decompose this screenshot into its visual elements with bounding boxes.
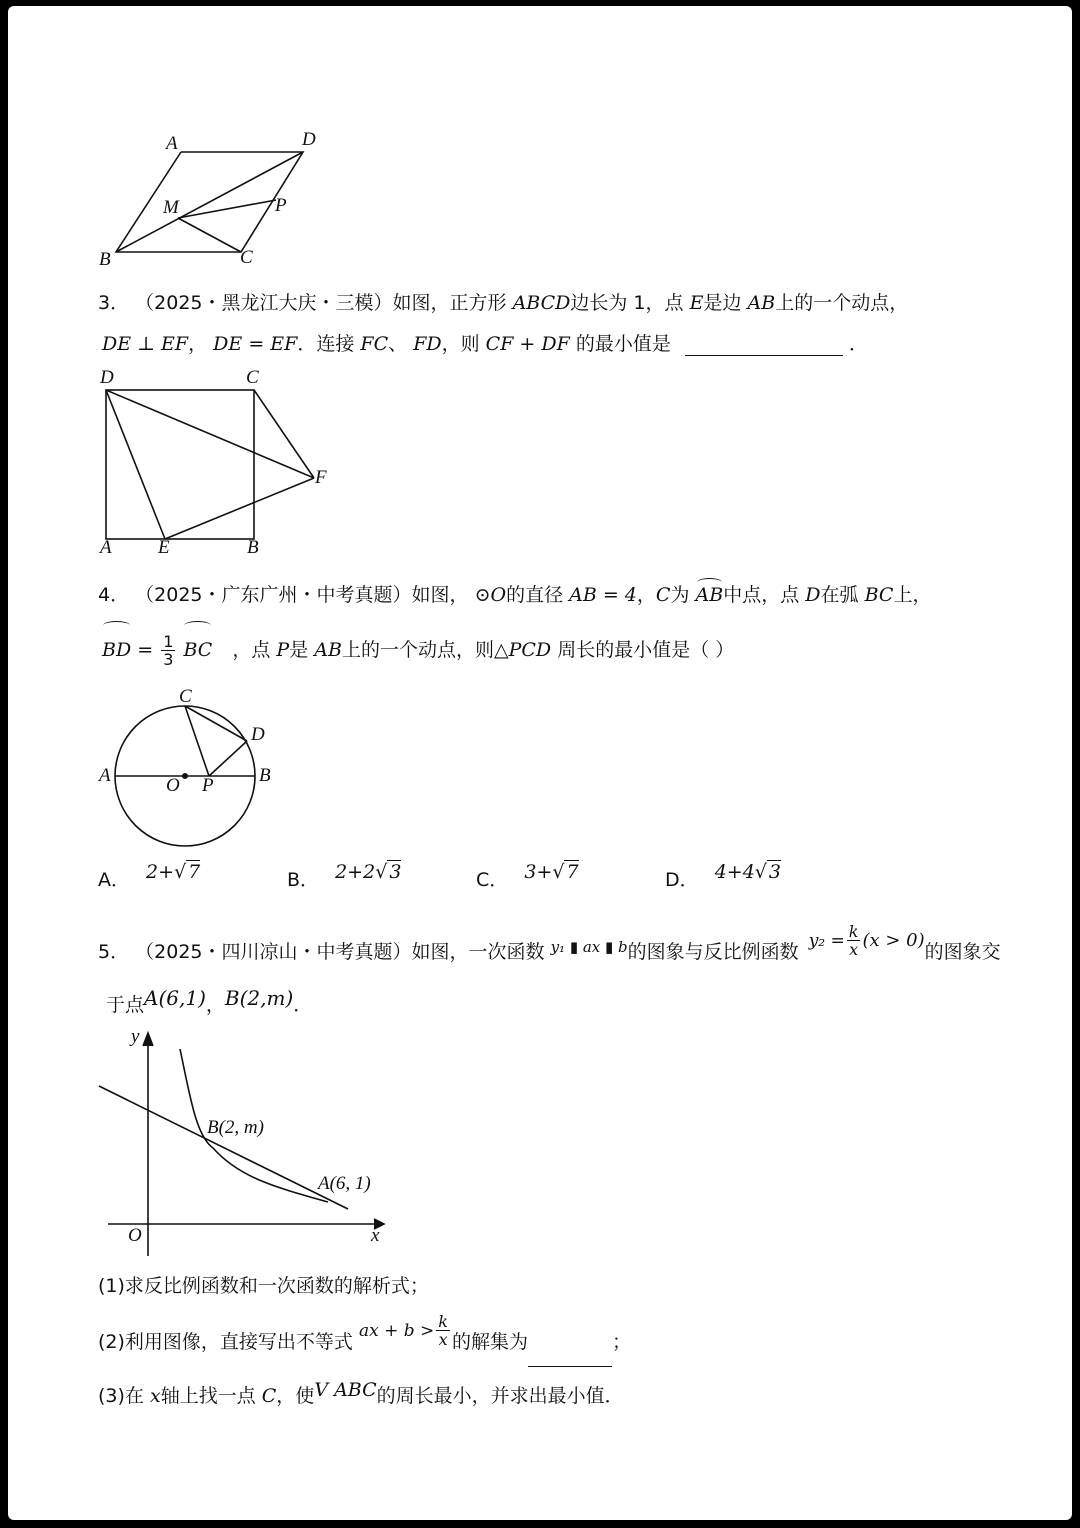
q5-text: 的周长最小，并求出最小值． — [376, 1385, 624, 1407]
q5-math: A(6,1) — [144, 986, 206, 1010]
q4-text: 上的一个动点，则 — [341, 639, 494, 661]
q4-arc-bd: BD — [102, 626, 131, 674]
fig4-label-c: C — [179, 686, 192, 707]
choice-radicand: 3 — [768, 861, 781, 883]
q3-text: 是边 — [703, 292, 742, 314]
fig4-label-o: O — [166, 775, 180, 796]
q4-text: 如图， — [411, 584, 469, 606]
fig4-label-a: A — [99, 765, 111, 786]
q4-text: ，点 — [232, 639, 271, 661]
q5-text: ． — [293, 994, 313, 1016]
choice-coef: 3+ — [524, 861, 553, 883]
q5-math: C — [261, 1385, 277, 1407]
fig2-label-m: M — [163, 197, 179, 218]
choice-radicand: 7 — [188, 861, 201, 883]
q5-text: 如图，一次函数 — [411, 941, 545, 963]
fig2-label-c: C — [240, 247, 253, 268]
fig3-label-a: A — [100, 537, 112, 558]
choice-letter: B． — [287, 869, 320, 891]
choice-value: 4+4√ 3 — [714, 861, 781, 883]
fig3-label-e: E — [158, 537, 170, 558]
q4-arc-bc: BC — [183, 626, 212, 674]
q5-answer-blank[interactable] — [528, 1348, 612, 1367]
choice-value: 2+2√ 3 — [335, 861, 402, 883]
q4-math: D — [805, 584, 821, 606]
q4-line1 — [98, 583, 931, 607]
q4-source: （2025・广东广州・中考真题） — [135, 584, 412, 606]
q5-text: 的图象与反比例函数 — [627, 941, 799, 963]
fig2-label-d: D — [302, 129, 316, 150]
fig5-axis-y: y — [131, 1026, 140, 1047]
q4-math: P — [276, 639, 290, 661]
q4-math: ⊙O — [474, 584, 507, 606]
choice-letter: D． — [665, 869, 699, 891]
q5-text: (3)在 — [98, 1385, 144, 1407]
q3-math: FC — [360, 333, 389, 355]
q5-text: (2)利用图像，直接写出不等式 — [98, 1331, 353, 1353]
fig2-label-p: P — [275, 195, 287, 216]
q3-text: ， — [188, 333, 208, 355]
q4-math: △PCD — [493, 639, 552, 661]
q4-number: 4． — [98, 584, 130, 606]
q5-text: 的解集为 — [451, 1331, 528, 1353]
q4-text: 的直径 — [506, 584, 564, 606]
q4-text: ， — [636, 584, 656, 606]
fraction-numerator: k — [848, 922, 859, 941]
fraction-numerator: 1 — [163, 632, 174, 651]
q5-text: 于点 — [106, 994, 145, 1016]
q5-line1 — [98, 922, 1001, 977]
choice-radicand: 7 — [566, 861, 579, 883]
choice-d[interactable] — [665, 861, 781, 892]
q3-number: 3． — [98, 292, 130, 314]
q5-source: （2025・四川凉山・中考真题） — [135, 941, 412, 963]
q5-math: (x > 0) — [862, 930, 925, 951]
q5-text: ， — [205, 994, 225, 1016]
choice-b[interactable] — [287, 861, 402, 892]
q3-math: DE = EF — [213, 333, 298, 355]
fig5-point-a: A(6, 1) — [318, 1173, 371, 1194]
q3-math: AB — [747, 292, 776, 314]
q4-text: 是 — [289, 639, 309, 661]
q5-number: 5． — [98, 941, 130, 963]
document-page — [8, 6, 1072, 1520]
q4-text: 中点，点 — [723, 584, 800, 606]
q3-text: 上的一个动点， — [775, 292, 909, 314]
q5-math: y₁ ▮ ax ▮ b — [550, 938, 628, 956]
fig2-label-a: A — [166, 133, 178, 154]
choice-a[interactable] — [98, 861, 201, 892]
q4-math: AB = 4 — [569, 584, 637, 606]
fig5-origin: O — [128, 1225, 142, 1246]
choice-radicand: 3 — [389, 861, 402, 883]
q3-text: ．连接 — [297, 333, 355, 355]
q3-source: （2025・黑龙江大庆・三模） — [135, 292, 393, 314]
fraction-denominator: x — [849, 940, 859, 959]
fraction-denominator: x — [438, 1330, 448, 1349]
q5-math: y₂ = — [808, 931, 845, 951]
fig5-axis-x: x — [371, 1225, 380, 1246]
choice-coef: 2+2 — [335, 861, 376, 883]
q4-text: 周长的最小值是（ ） — [557, 639, 735, 661]
q4-line2 — [102, 626, 734, 674]
q4-arc-ab: AB — [695, 584, 724, 606]
q5-text: ，使 — [276, 1385, 315, 1407]
q4-math: = — [137, 639, 154, 661]
choice-value: 3+√ 7 — [524, 861, 579, 883]
choice-letter: C． — [476, 869, 509, 891]
q3-line2 — [102, 332, 868, 356]
q3-text: 如图，正方形 — [392, 292, 507, 314]
q5-sub2-fraction — [436, 1313, 450, 1348]
fig3-label-b: B — [247, 537, 259, 558]
q4-math: BC — [864, 584, 894, 606]
q3-text: 、 — [388, 333, 408, 355]
q5-text: 轴上找一点 — [160, 1385, 256, 1407]
q4-text: 在弧 — [820, 584, 859, 606]
q3-math: FD — [413, 333, 442, 355]
function-graph — [8, 6, 9, 7]
fraction-denominator: 3 — [163, 650, 174, 669]
choice-coef: 4+4 — [714, 861, 755, 883]
q5-text: 的图象交 — [924, 941, 1001, 963]
choice-letter: A． — [98, 869, 130, 891]
q4-math: AB — [314, 639, 342, 661]
q5-sub3 — [98, 1379, 624, 1408]
fraction-numerator: k — [438, 1312, 448, 1331]
fig4-label-b: B — [259, 765, 271, 786]
fig2-label-b: B — [99, 249, 111, 270]
q5-sub2 — [98, 1312, 632, 1367]
q3-math: DE ⊥ EF — [102, 333, 189, 355]
fig3-label-f: F — [315, 467, 327, 488]
fig3-label-d: D — [100, 367, 114, 388]
q5-math: V ABC — [314, 1379, 377, 1401]
q3-math: ABCD — [512, 292, 571, 314]
q5-math: ax + b > — [358, 1321, 435, 1341]
q4-math: C — [655, 584, 671, 606]
fig4-label-p: P — [202, 775, 214, 796]
q3-math: CF + DF — [485, 333, 570, 355]
q3-math: E — [689, 292, 704, 314]
q5-math: B(2,m) — [224, 986, 294, 1010]
q3-text: 边长为 1，点 — [570, 292, 684, 314]
q5-line2 — [106, 986, 313, 1017]
q4-text: 上， — [893, 584, 932, 606]
fig3-label-c: C — [246, 367, 259, 388]
q4-fraction — [161, 633, 175, 668]
q3-text: ，则 — [441, 333, 480, 355]
q5-fraction — [847, 923, 861, 958]
q3-text: ． — [848, 333, 868, 355]
q3-line1 — [98, 291, 908, 315]
q5-text: ； — [612, 1331, 632, 1353]
q3-text: 的最小值是 — [575, 333, 671, 355]
choice-c[interactable] — [476, 861, 579, 892]
q5-math: x — [149, 1385, 161, 1407]
q5-sub1: (1)求反比例函数和一次函数的解析式； — [98, 1275, 429, 1297]
q3-answer-blank[interactable] — [685, 337, 843, 356]
choice-coef: 2+ — [146, 861, 175, 883]
choice-value: 2+√ 7 — [146, 861, 201, 883]
fig4-label-d: D — [251, 724, 265, 745]
q4-text: 为 — [670, 584, 690, 606]
fig5-point-b: B(2, m) — [207, 1117, 264, 1138]
